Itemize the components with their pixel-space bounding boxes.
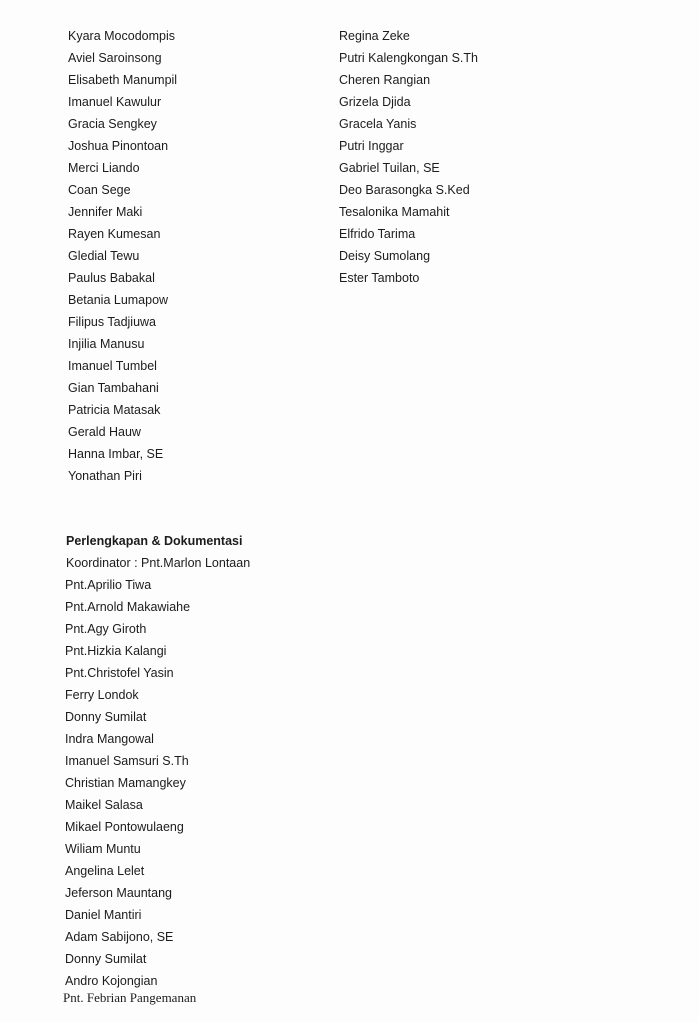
list-item: Pnt.Arnold Makawiahe <box>65 600 191 614</box>
list-item: Joshua Pinontoan <box>68 139 169 153</box>
name-list-left <box>68 25 177 487</box>
list-item: Angelina Lelet <box>65 864 145 878</box>
list-item: Betania Lumapow <box>68 293 169 307</box>
list-item: Gledial Tewu <box>68 249 140 263</box>
list-item: Christian Mamangkey <box>65 776 186 790</box>
list-item: Imanuel Samsuri S.Th <box>65 754 189 768</box>
list-item: Maikel Salasa <box>65 798 143 812</box>
list-item: Putri Kalengkongan S.Th <box>339 51 478 65</box>
list-item: Yonathan Piri <box>68 469 142 483</box>
list-item: Pnt.Aprilio Tiwa <box>65 578 152 592</box>
list-item: Putri Inggar <box>339 139 404 153</box>
list-item: Imanuel Kawulur <box>68 95 162 109</box>
list-item: Aviel Saroinsong <box>68 51 162 65</box>
name-list-right <box>339 25 478 289</box>
list-item: Kyara Mocodompis <box>68 29 175 43</box>
list-item: Gian Tambahani <box>68 381 159 395</box>
list-item: Daniel Mantiri <box>65 908 142 922</box>
list-item: Donny Sumilat <box>65 952 147 966</box>
list-item: Gracia Sengkey <box>68 117 157 131</box>
list-item: Tesalonika Mamahit <box>339 205 450 219</box>
list-item: Merci Liando <box>68 161 140 175</box>
list-item: Donny Sumilat <box>65 710 147 724</box>
list-item: Indra Mangowal <box>65 732 154 746</box>
list-item: Cheren Rangian <box>339 73 431 87</box>
footer-name: Pnt. Febrian Pangemanan <box>63 990 197 1005</box>
section-title: Perlengkapan & Dokumentasi <box>66 534 243 548</box>
list-item: Imanuel Tumbel <box>68 359 157 373</box>
list-item: Patricia Matasak <box>68 403 161 417</box>
list-item: Gerald Hauw <box>68 425 141 439</box>
list-item: Jeferson Mauntang <box>65 886 173 900</box>
list-item: Regina Zeke <box>339 29 410 43</box>
section-member-list <box>65 574 190 992</box>
list-item: Elfrido Tarima <box>339 227 416 241</box>
list-item: Pnt.Hizkia Kalangi <box>65 644 167 658</box>
coordinator-line: Koordinator : Pnt.Marlon Lontaan <box>66 556 251 570</box>
list-item: Andro Kojongian <box>65 974 158 988</box>
list-item: Gracela Yanis <box>339 117 417 131</box>
list-item: Wiliam Muntu <box>65 842 141 856</box>
list-item: Hanna Imbar, SE <box>68 447 164 461</box>
list-item: Grizela Djida <box>339 95 411 109</box>
list-item: Deisy Sumolang <box>339 249 431 263</box>
list-item: Ester Tamboto <box>339 271 420 285</box>
list-item: Filipus Tadjiuwa <box>68 315 157 329</box>
list-item: Elisabeth Manumpil <box>68 73 178 87</box>
list-item: Pnt.Agy Giroth <box>65 622 147 636</box>
list-item: Gabriel Tuilan, SE <box>339 161 440 175</box>
list-item: Ferry Londok <box>65 688 139 702</box>
list-item: Pnt.Christofel Yasin <box>65 666 174 680</box>
list-item: Paulus Babakal <box>68 271 155 285</box>
list-item: Deo Barasongka S.Ked <box>339 183 470 197</box>
list-item: Mikael Pontowulaeng <box>65 820 184 834</box>
list-item: Jennifer Maki <box>68 205 143 219</box>
list-item: Rayen Kumesan <box>68 227 161 241</box>
list-item: Adam Sabijono, SE <box>65 930 174 944</box>
list-item: Coan Sege <box>68 183 131 197</box>
list-item: Injilia Manusu <box>68 337 145 351</box>
